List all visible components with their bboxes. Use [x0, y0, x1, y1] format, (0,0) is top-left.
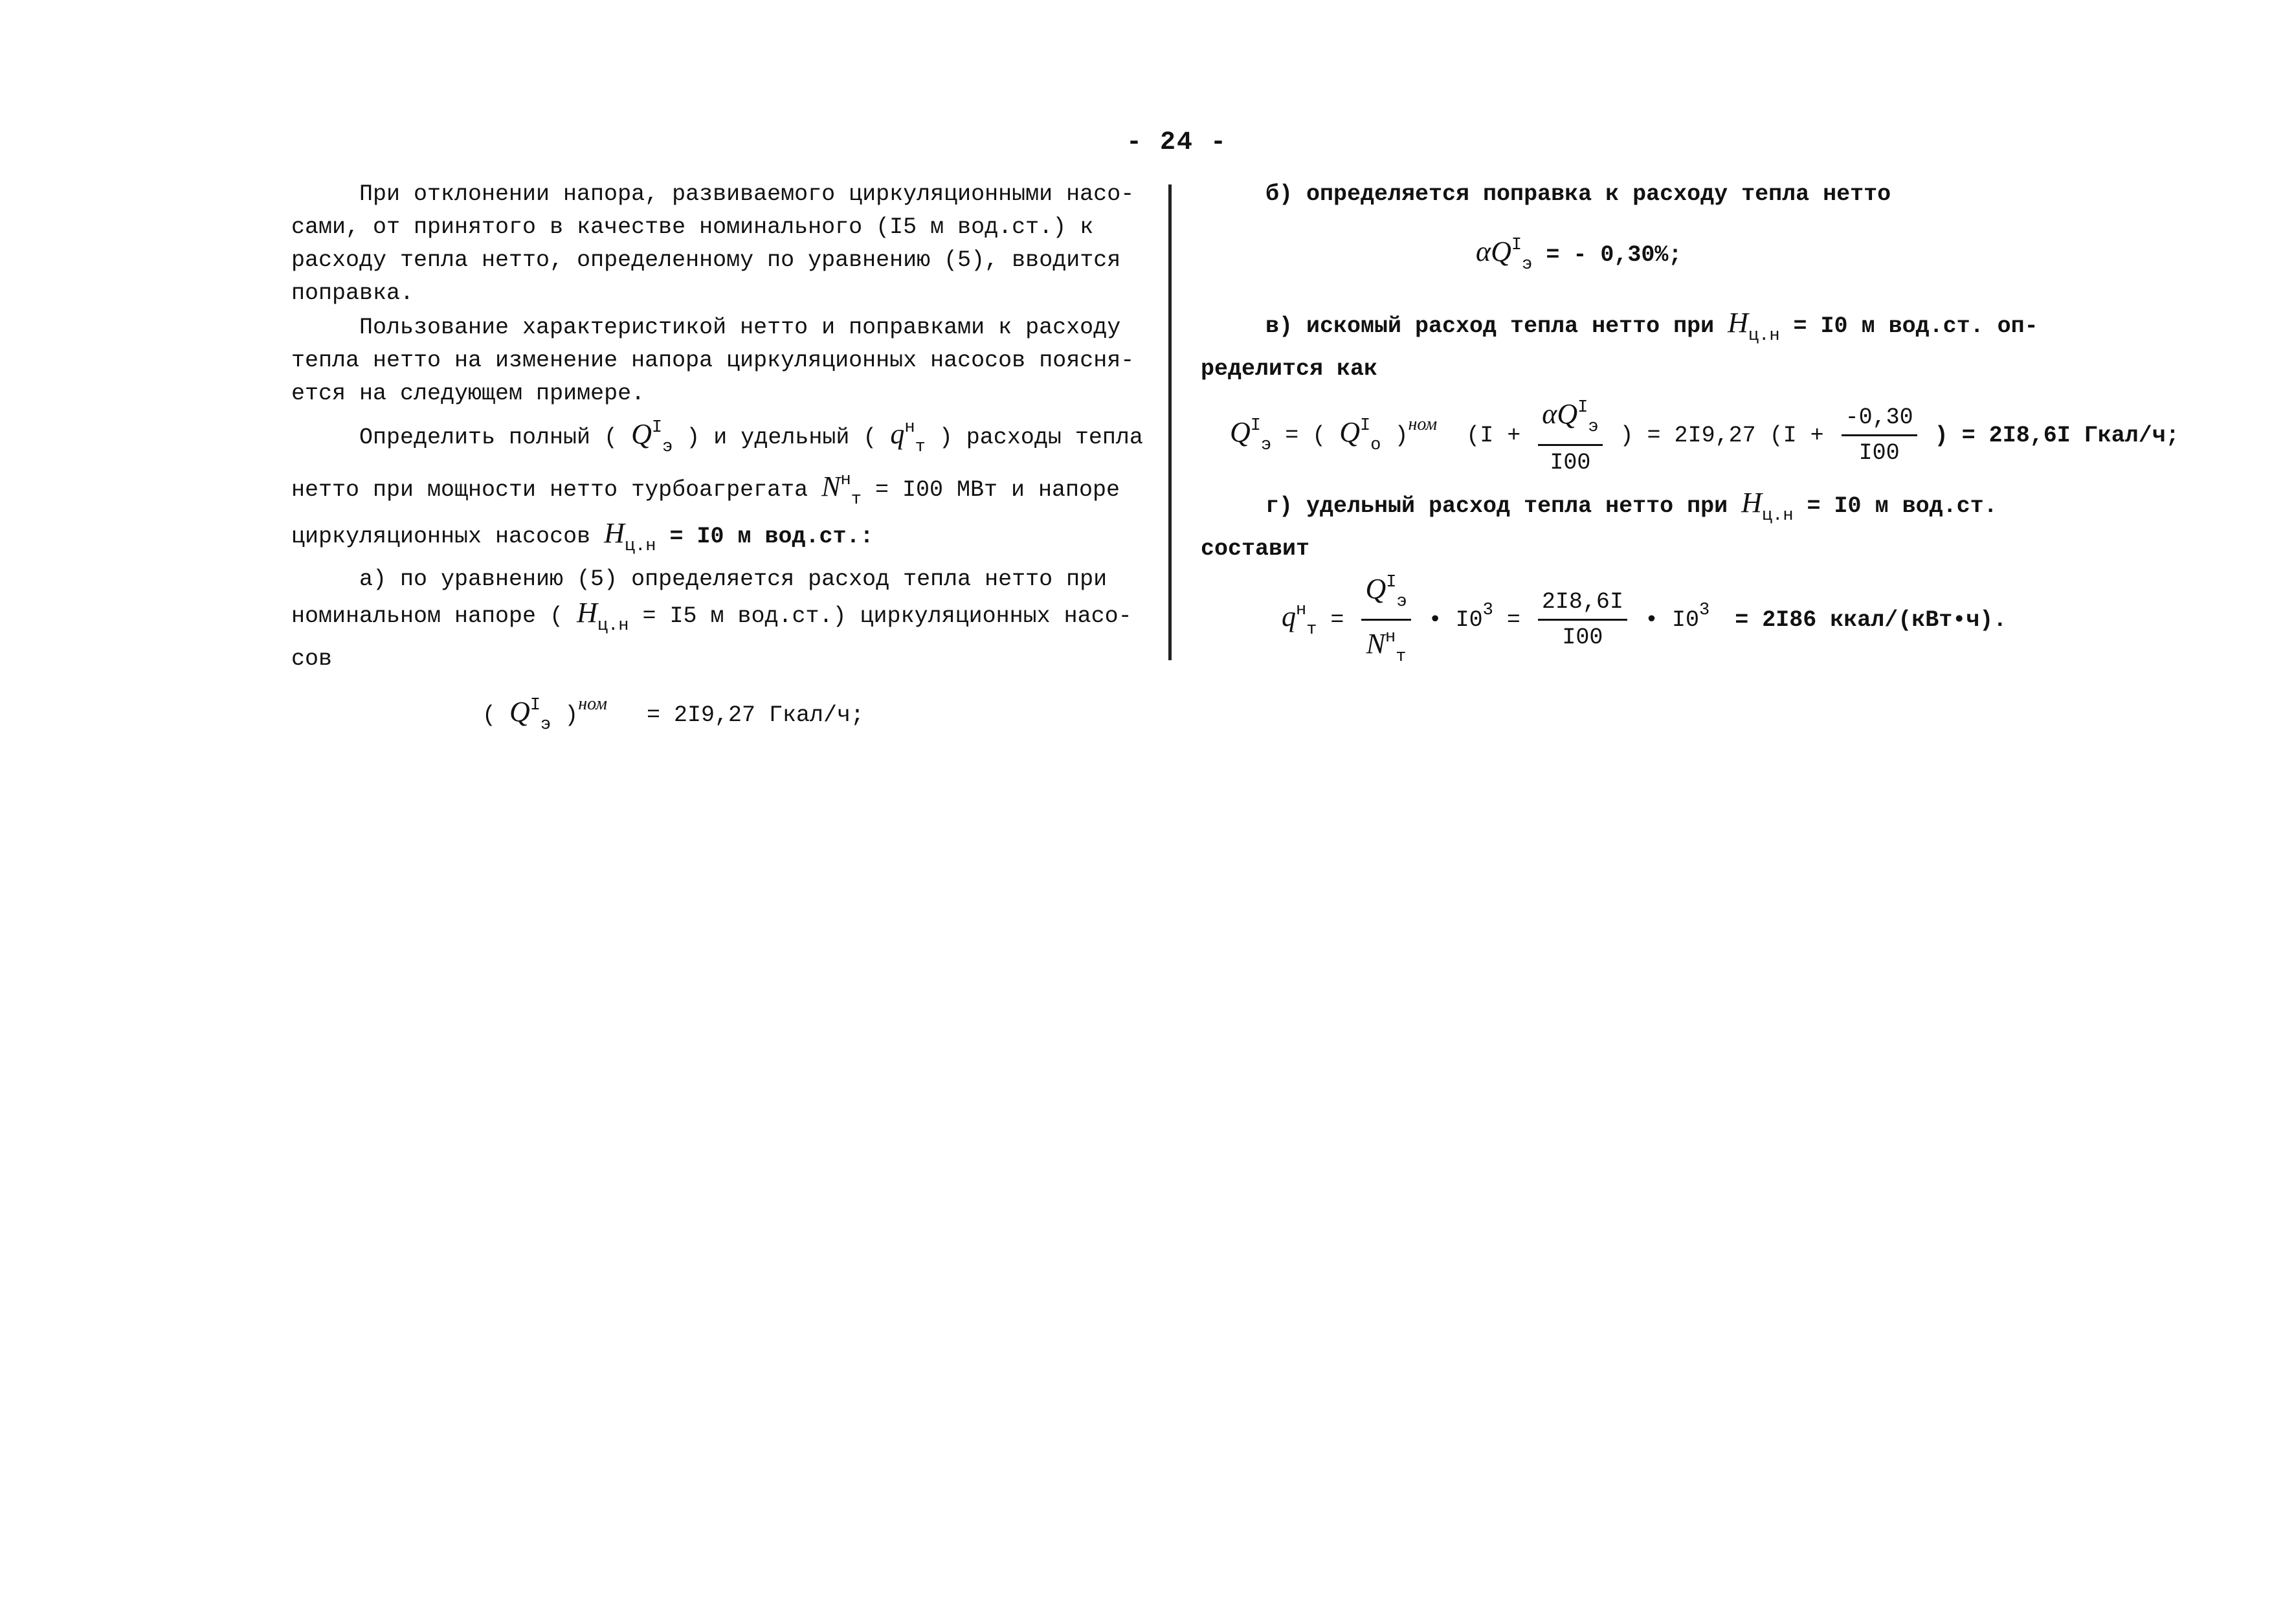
equation-3: $Q^I_э$ = ( $Q^I_о$ )$^{ном}$ (I + $\frac{\alpha Q^I_э}{I00}$ ) = 2I9,27 (I + $\frac{-0,30}{I00}$ ) = 2I8,6I Гкал/ч; [1201, 391, 2081, 480]
paragraph-4-line-2: номинальном напоре ( $H_{ц.н} = I5$ м вод.ст.) циркуляционных насо- [291, 597, 1132, 636]
symbol-H: H [577, 597, 597, 628]
left-column [291, 178, 1143, 742]
symbol-Q: Q [631, 418, 652, 450]
fraction-Q-over-N: $\frac{Q^I_э}{N^н_т}$ [1361, 566, 1410, 674]
paragraph-2-line-3: ется на следующем примере. [291, 381, 645, 406]
paragraph-1-line-2: сами, от принятого в качестве номинального (I5 м вод.ст.) к [291, 214, 1094, 240]
paragraph-4-line-3: сов [291, 646, 333, 672]
right-column [1201, 178, 2179, 674]
paragraph-1-line-4: поправка. [291, 280, 414, 306]
symbol-H: H [604, 517, 625, 549]
paragraph-1-line-1: При отклонении напора, развиваемого циркуляционными насо- [359, 181, 1135, 207]
paragraph-2-line-1: Пользование характеристикой нетто и поправками к расходу [359, 315, 1121, 340]
paragraph-3-line-2: нетто при мощности нетто турбоагрегата $N^н_т = I00$ МВт и напоре [291, 471, 1120, 509]
step-v-line-2: ределится как [1201, 356, 1378, 382]
step-b-text: б) определяется поправка к расходу тепла нетто [1265, 181, 1891, 207]
step-g-line-2: составит [1201, 536, 1310, 562]
equation-4: $q^н_т$ = $\frac{Q^I_э}{N^н_т}$ • $I0^3$ = $\frac{2I8,6I}{I00}$ • $I0^3 = 2I86$ ккал/(кВт•ч). [1201, 566, 2081, 674]
fraction-correction: $\frac{-0,30}{I00}$ [1842, 401, 1917, 470]
symbol-q: q [890, 418, 905, 450]
paragraph-3-line-3: циркуляционных насосов $H_{ц.н} = I0$ м вод.ст.: [291, 517, 874, 556]
paragraph-1-line-3: расходу тепла нетто, определенному по уравнению (5), вводится [291, 247, 1121, 273]
equation-1: ( $Q^I_э$ )$^{ном}$ = 2I9,27 Гкал/ч; [482, 694, 865, 735]
column-divider [1168, 184, 1172, 660]
paragraph-4-line-1: а) по уравнению (5) определяется расход тепла нетто при [359, 566, 1108, 592]
paragraph-2-line-2: тепла нетто на изменение напора циркуляционных насосов поясня- [291, 348, 1135, 373]
symbol-N: N [821, 471, 841, 502]
equation-2: $\alpha Q^I_э$ = - 0,30%; [1476, 236, 1682, 274]
fraction-value-over-100: $\frac{2I8,6I}{I00}$ [1538, 585, 1627, 654]
page-number: - 24 - [1126, 128, 1228, 157]
paragraph-3-line-1: Определить полный ( $Q^I_э$ ) и удельный ( $q^н_т$ ) расходы тепла [359, 418, 1143, 457]
step-v-line-1: в) искомый расход тепла нетто при $H_{ц.н} = I0$ м вод.ст. оп- [1265, 307, 2038, 346]
fraction-alpha-over-100: $\frac{\alpha Q^I_э}{I00}$ [1538, 391, 1602, 480]
step-g-line-1: г) удельный расход тепла нетто при $H_{ц.н} = I0$ м вод.ст. [1265, 487, 1998, 526]
